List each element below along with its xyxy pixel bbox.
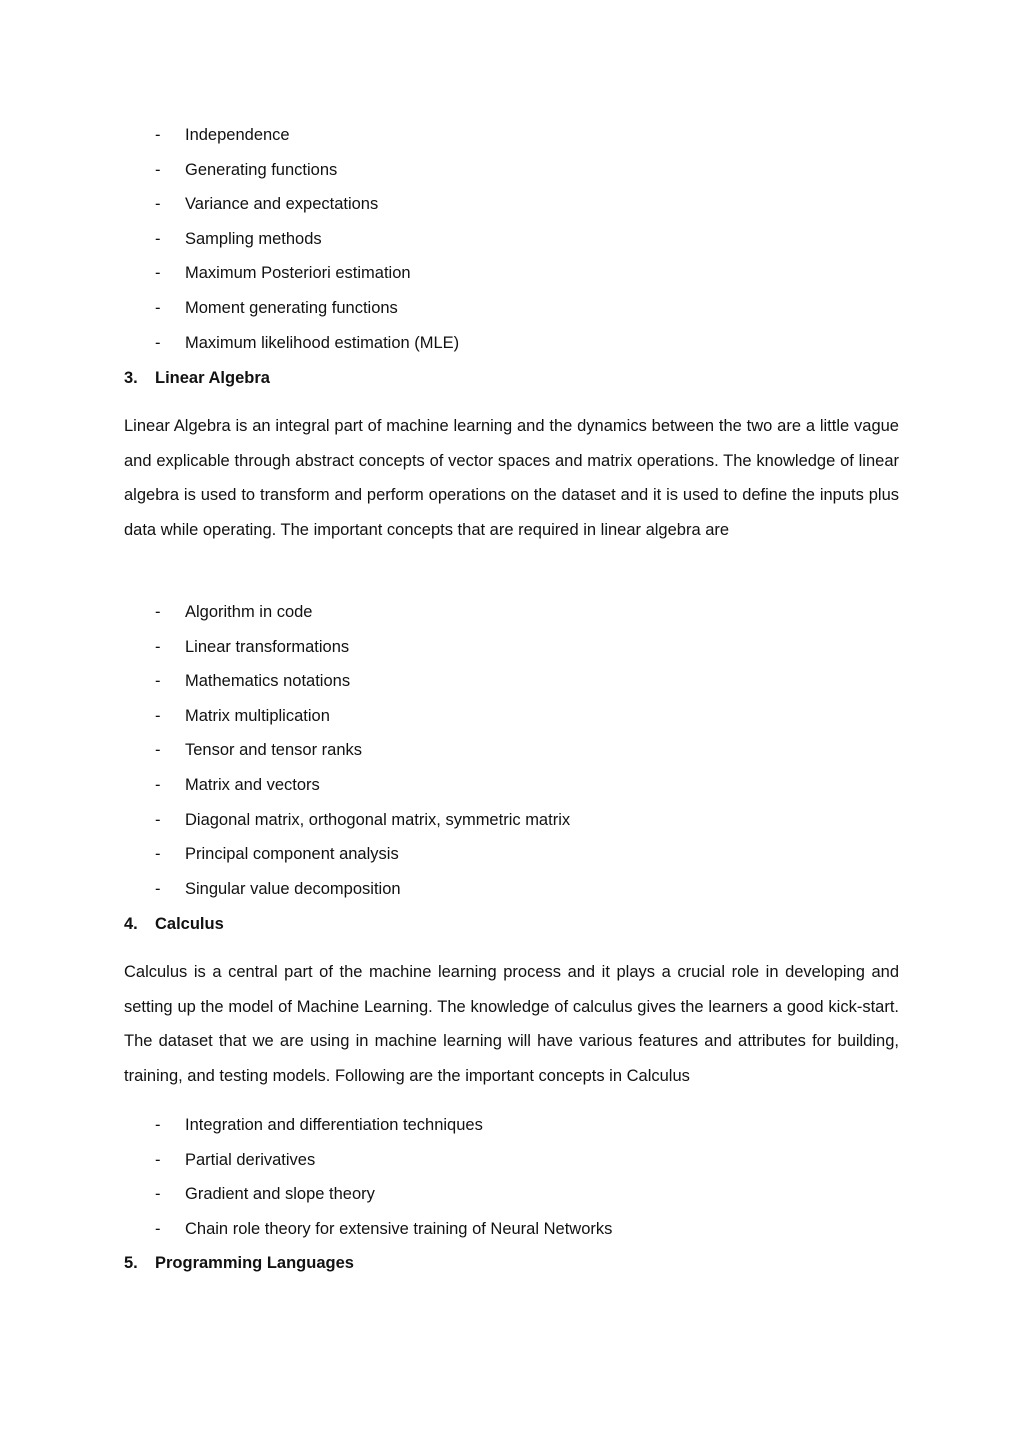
bullet-dash: - [155, 1150, 161, 1169]
list-item-text: Partial derivatives [185, 1150, 316, 1169]
list-item-text: Singular value decomposition [185, 879, 401, 898]
list-item-text: Maximum Posteriori estimation [185, 264, 411, 283]
bullet-dash: - [155, 160, 161, 179]
list-item-text: Sampling methods [185, 229, 322, 248]
bullet-dash: - [155, 1116, 161, 1134]
section-heading-calculus [124, 907, 224, 941]
section-title: Programming Languages [155, 1254, 354, 1272]
list-item-text: Linear transformations [185, 637, 350, 656]
list-item-text: Mathematics notations [185, 672, 351, 691]
list-item-text: Moment generating functions [185, 298, 398, 317]
bullet-dash: - [155, 126, 161, 144]
list-item-text: Algorithm in code [185, 603, 313, 621]
bullet-dash: - [155, 637, 161, 656]
section-title: Linear Algebra [155, 369, 270, 387]
bullet-dash: - [155, 1219, 161, 1238]
list-item-text: Matrix and vectors [185, 775, 320, 794]
bullet-dash: - [155, 810, 161, 829]
list-item-text: Matrix multiplication [185, 706, 330, 725]
list-item-text: Integration and differentiation techniques [185, 1116, 483, 1134]
bullet-dash: - [155, 672, 161, 691]
list-item-text: Independence [185, 126, 290, 144]
linear-algebra-paragraph: Linear Algebra is an integral part of machine learning and the dynamics between the two are a little vague and explicable through abstract concepts of vector spaces and matrix operations. The knowledge of linear algebra is used to transform and perform operations on the dataset and it is used to define the inputs plus data while operating. The important concepts that are required in linear algebra are [124, 417, 899, 539]
bullet-dash: - [155, 879, 161, 898]
bullet-dash: - [155, 845, 161, 864]
bullet-dash: - [155, 1185, 161, 1204]
bullet-dash: - [155, 229, 161, 248]
bullet-dash: - [155, 603, 161, 621]
list-item-text: Variance and expectations [185, 195, 379, 214]
bullet-dash: - [155, 741, 161, 760]
list-item-text: Maximum likelihood estimation (MLE) [185, 333, 460, 352]
list-item-text: Gradient and slope theory [185, 1185, 375, 1204]
list-item-text: Generating functions [185, 160, 338, 179]
bullet-dash: - [155, 298, 161, 317]
bullet-dash: - [155, 775, 161, 794]
section-heading-programming-languages [124, 1246, 354, 1280]
list-item-text: Diagonal matrix, orthogonal matrix, symmetric matrix [185, 810, 571, 829]
bullet-dash: - [155, 195, 161, 214]
calculus-paragraph: Calculus is a central part of the machine learning process and it plays a crucial role in developing and setting up the model of Machine Learning. The knowledge of calculus gives the learners a good kick-start. The dataset that we are using in machine learning will have various features and attributes for building, training, and testing models. Following are the important concepts in Calculus [124, 963, 899, 1085]
bullet-dash: - [155, 333, 161, 352]
section-number: 3. [124, 369, 138, 387]
bullet-dash: - [155, 264, 161, 283]
bullet-dash: - [155, 706, 161, 725]
list-item-text: Principal component analysis [185, 845, 399, 864]
section-title: Calculus [155, 915, 224, 933]
section-number: 5. [124, 1254, 138, 1272]
list-item-text: Chain role theory for extensive training of Neural Networks [185, 1219, 613, 1238]
section-heading-linear-algebra [124, 361, 270, 395]
list-item-text: Tensor and tensor ranks [185, 741, 363, 760]
section-number: 4. [124, 915, 138, 933]
